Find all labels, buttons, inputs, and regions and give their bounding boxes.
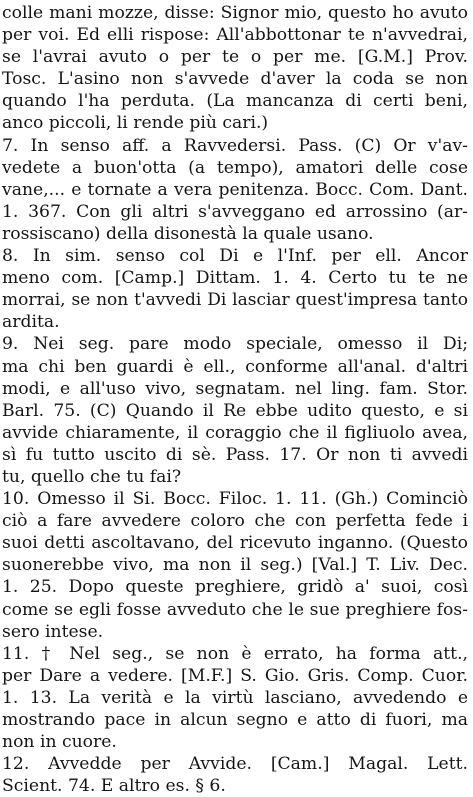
text-line: 7. In senso aff. a Ravvedersi. Pass. (C) Or v'av- <box>2 135 468 156</box>
text-line: colle mani mozze, disse: Signor mio, questo ho avuto <box>2 3 468 23</box>
text-line: 1. 367. Con gli altri s'avveggano ed arrossino (ar- <box>2 201 468 222</box>
text-line: ma chi ben guardi è ell., conforme all'anal. d'altri <box>2 356 468 377</box>
text-line: 9. Nei seg. pare modo speciale, omesso il Di; <box>2 334 468 355</box>
text-line: vedete a buon'otta (a tempo), amatori delle cose <box>2 157 468 178</box>
text-line: Barl. 75. (C) Quando il Re ebbe udito questo, e si <box>2 400 468 421</box>
text-line: anco piccoli, li rende più cari.) <box>2 113 269 134</box>
text-line: suoi detti ascoltavano, del ricevuto inganno. (Questo <box>2 533 468 554</box>
text-line: sì fu tutto uscito di sè. Pass. 17. Or non ti avvedi <box>2 444 468 465</box>
text-line: tu, quello che tu fai? <box>2 466 182 487</box>
text-line: suonerebbe vivo, ma non il seg.) [Val.] T. Liv. Dec. <box>2 555 468 576</box>
text-line: 1. 25. Dopo queste preghiere, gridò a' suoi, così <box>2 577 468 598</box>
text-line: Scient. 74. E altro es. § 6. <box>2 776 226 797</box>
text-line: meno com. [Camp.] Dittam. 1. 4. Certo tu te ne <box>2 268 468 289</box>
text-line: avvide chiaramente, il coraggio che il figliuolo avea, <box>2 422 468 443</box>
text-line: ardita. <box>2 312 60 333</box>
text-line: se l'avrai avuto o per te o per me. [G.M.] Prov. <box>2 47 468 68</box>
text-line: non in cuore. <box>2 732 117 753</box>
text-line: per Dare a vedere. [M.F.] S. Gio. Gris. Comp. Cuor. <box>2 665 468 686</box>
text-line: per voi. Ed elli rispose: All'abbottonar te n'avvedrai, <box>2 25 468 46</box>
text-line: 10. Omesso il Si. Bocc. Filoc. 1. 11. (Gh.) Cominciò <box>2 489 468 510</box>
text-line: morrai, se non t'avvedi Di lasciar quest'impresa tanto <box>2 290 468 311</box>
text-line: 12. Avvedde per Avvide. [Cam.] Magal. Lett. <box>2 754 468 775</box>
text-line: rossiscano) della disonestà la quale usano. <box>2 223 374 244</box>
text-line: vane,... e tornate a vera penitenza. Bocc. Com. Dant. <box>2 179 468 200</box>
text-line: 1. 13. La verità e la virtù lasciano, avvedendo e <box>2 687 468 708</box>
text-line: Tosc. L'asino non s'avvede d'aver la coda se non <box>2 69 468 90</box>
text-line: 8. In sim. senso col Di e l'Inf. per ell. Ancor <box>2 246 468 267</box>
text-line: mostrando pace in alcun segno e atto di fuori, ma <box>2 710 468 730</box>
text-line: ciò a fare avvedere coloro che con perfetta fede i <box>2 511 468 532</box>
text-line: sero intese. <box>2 621 104 642</box>
dictionary-page <box>2 2 468 797</box>
text-line: come se egli fosse avveduto che le sue preghiere fos- <box>2 599 468 620</box>
text-line: modi, e all'uso vivo, segnatam. nel ling. fam. Stor. <box>2 378 468 399</box>
text-line: 11. † Nel seg., se non è errato, ha forma att., <box>2 643 468 664</box>
text-line: quando l'ha perduta. (La mancanza di certi beni, <box>2 91 468 112</box>
